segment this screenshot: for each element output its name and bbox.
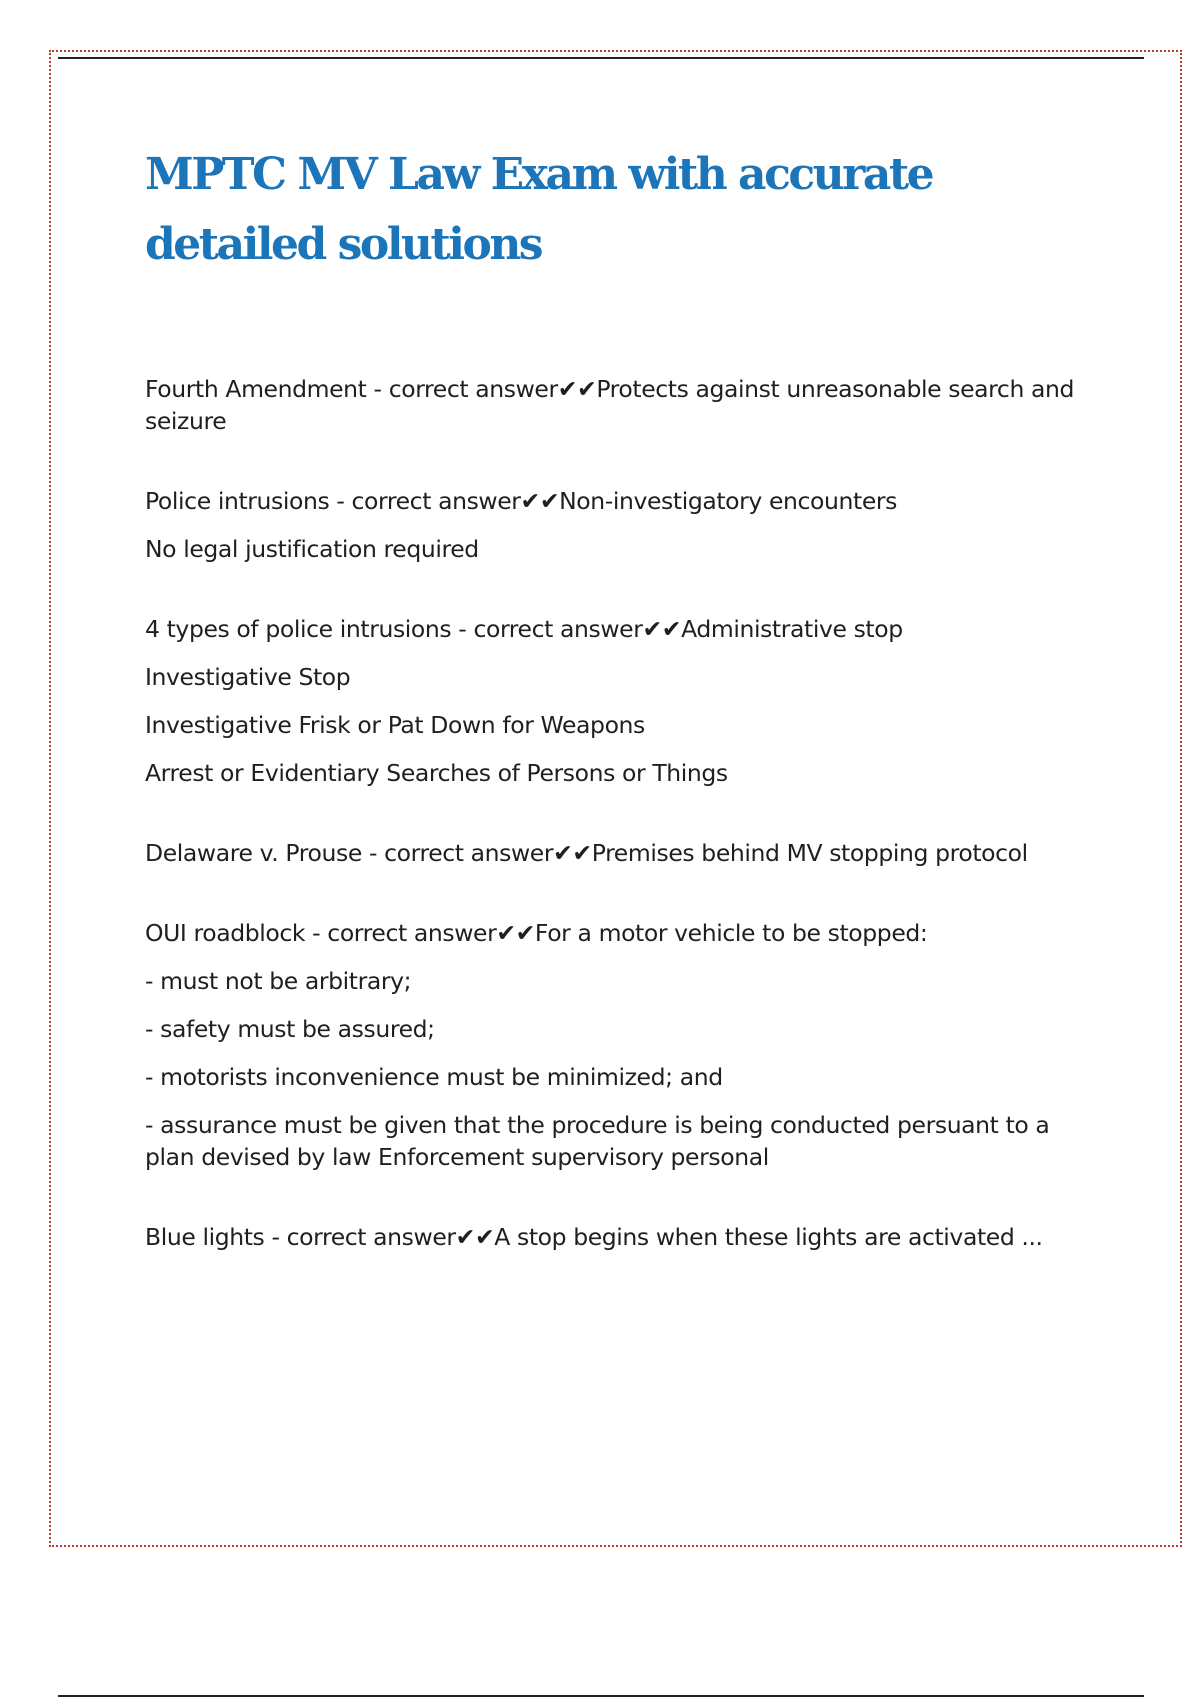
qa-line: Blue lights - correct answer✔✔A stop begins when these lights are activated ... — [145, 1223, 1043, 1251]
document-title: MPTC MV Law Exam with accurate detailed solutions — [145, 149, 933, 270]
qa-line: - safety must be assured; — [145, 1015, 435, 1043]
qa-line: - must not be arbitrary; — [145, 967, 412, 995]
qa-entry — [145, 485, 1095, 565]
qa-line: 4 types of police intrusions - correct answer✔✔Administrative stop — [145, 615, 903, 643]
qa-line: Investigative Frisk or Pat Down for Weapons — [145, 711, 645, 739]
qa-entry — [145, 1221, 1095, 1253]
qa-line: Investigative Stop — [145, 663, 351, 691]
qa-line: - assurance must be given that the procedure is being conducted persuant to a plan devised by law Enforcement supervisory personal — [145, 1111, 1050, 1171]
qa-line: Arrest or Evidentiary Searches of Persons or Things — [145, 759, 728, 787]
qa-line: Fourth Amendment - correct answer✔✔Protects against unreasonable search and seizure — [145, 375, 1075, 435]
qa-line: No legal justification required — [145, 535, 479, 563]
qa-line: Police intrusions - correct answer✔✔Non-investigatory encounters — [145, 487, 898, 515]
qa-line: Delaware v. Prouse - correct answer✔✔Premises behind MV stopping protocol — [145, 839, 1028, 867]
qa-line: - motorists inconvenience must be minimized; and — [145, 1063, 723, 1091]
qa-entry — [145, 373, 1095, 437]
qa-entry — [145, 613, 1095, 789]
qa-line: OUI roadblock - correct answer✔✔For a motor vehicle to be stopped: — [145, 919, 928, 947]
qa-list — [145, 373, 1095, 1301]
header-rule — [58, 57, 1144, 59]
qa-entry — [145, 917, 1095, 1173]
footer-rule — [58, 1695, 1144, 1697]
qa-entry — [145, 837, 1095, 869]
